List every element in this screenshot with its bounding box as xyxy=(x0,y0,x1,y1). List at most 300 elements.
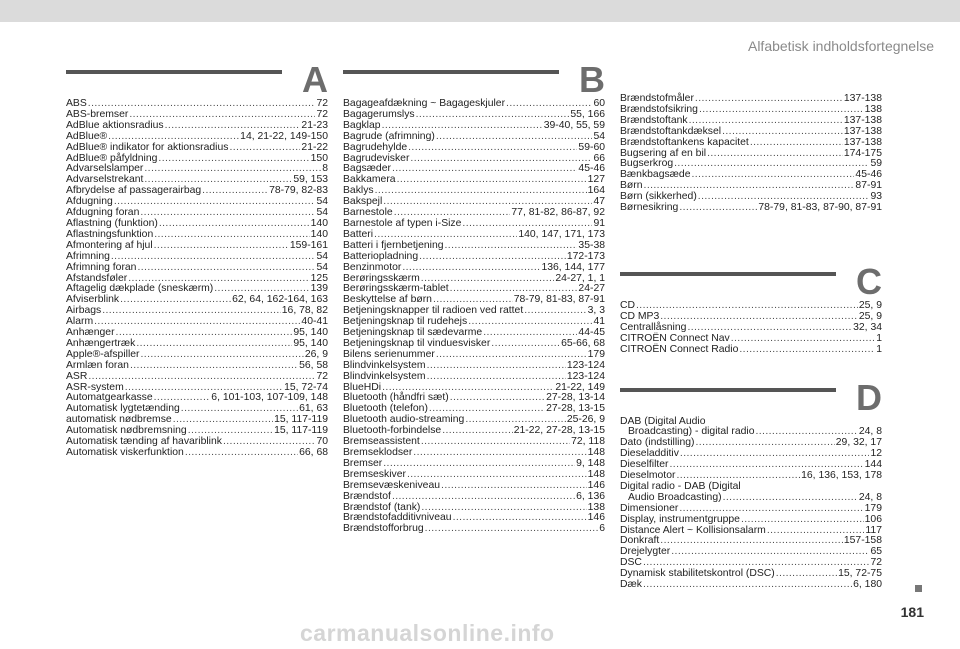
index-entry xyxy=(343,481,605,492)
index-entry-pages: 95, 140 xyxy=(293,327,328,339)
index-entry xyxy=(66,361,328,372)
index-entry xyxy=(343,132,605,143)
index-entry-title: Bremser xyxy=(343,457,383,469)
index-entry-pages: 59, 153 xyxy=(293,174,328,186)
dot-leader xyxy=(137,263,315,274)
dot-leader xyxy=(120,295,231,306)
index-entry-title: ASR xyxy=(66,370,88,382)
index-entry-pages: 65 xyxy=(870,546,882,558)
index-entry xyxy=(620,580,882,591)
dot-leader xyxy=(413,448,586,459)
index-entry-pages: 59-60 xyxy=(578,141,605,153)
index-entry-pages: 21-23 xyxy=(301,119,328,131)
dot-leader xyxy=(136,339,292,350)
index-entry-pages: 6, 180 xyxy=(853,579,882,591)
index-entry-title: Aflastning (funktion) xyxy=(66,217,158,229)
index-list-d xyxy=(620,417,882,592)
index-entry-title: Brændstoftank xyxy=(620,114,688,126)
dot-leader xyxy=(427,361,566,372)
index-entry xyxy=(343,448,605,459)
index-entry xyxy=(620,526,882,537)
index-entry-pages: 6 xyxy=(599,523,605,535)
dot-leader xyxy=(425,524,599,535)
index-entry-title: CITROËN Connect Radio xyxy=(620,343,739,355)
index-entry-pages: 44-45 xyxy=(578,327,605,339)
index-entry-pages: 136, 144, 177 xyxy=(541,261,605,273)
index-entry-pages: 123-124 xyxy=(566,370,605,382)
dot-leader xyxy=(383,459,575,470)
dot-leader xyxy=(397,175,587,186)
index-entry-pages: 140 xyxy=(310,217,328,229)
index-entry-title: Donkraft xyxy=(620,535,660,547)
index-entry-title: Bagsæder xyxy=(343,163,391,175)
index-entry-title: BlueHDi xyxy=(343,381,382,393)
dot-leader xyxy=(419,252,566,263)
section-rule xyxy=(66,70,282,74)
dot-leader xyxy=(699,105,864,116)
dot-leader xyxy=(524,306,586,317)
index-entry-pages: 137-138 xyxy=(843,136,882,148)
index-entry-pages: 125 xyxy=(310,272,328,284)
index-entry-title: Bagrudehylde xyxy=(343,141,408,153)
index-entry-title: Blindvinkelsystem xyxy=(343,359,426,371)
dot-leader xyxy=(159,219,310,230)
index-entry-pages: 54 xyxy=(316,250,328,262)
index-entry xyxy=(620,547,882,558)
index-entry-title: Afdugning xyxy=(66,196,113,208)
index-entry-pages: 65-66, 68 xyxy=(561,337,605,349)
dot-leader xyxy=(185,448,298,459)
index-entry-pages: 24, 8 xyxy=(858,426,882,438)
index-entry-title: Børn xyxy=(620,180,643,192)
index-entry-title: Afrimning xyxy=(66,250,110,262)
watermark-text: carmanualsonline.info xyxy=(300,620,555,646)
dot-leader xyxy=(722,127,843,138)
index-entry-pages: 15, 72-75 xyxy=(838,568,882,580)
dot-leader xyxy=(741,515,864,526)
index-entry-pages: 41 xyxy=(593,316,605,328)
index-entry-pages: 6, 136 xyxy=(576,490,605,502)
index-entry-pages: 6, 101-103, 107-109, 148 xyxy=(211,392,328,404)
index-entry-pages: 9, 148 xyxy=(576,457,605,469)
index-entry-title: Bremseassistent xyxy=(343,436,420,448)
index-entry-title: Bagrude (afrimning) xyxy=(343,130,435,142)
dot-leader xyxy=(173,415,273,426)
dot-leader xyxy=(116,328,293,339)
index-entry-title: Bluetooth (telefon) xyxy=(343,403,428,415)
index-entry-pages: 39-40, 55, 59 xyxy=(543,119,605,131)
index-entry-pages: 45-46 xyxy=(578,163,605,175)
index-entry xyxy=(343,263,605,274)
section-rule xyxy=(343,70,559,74)
index-entry-title: CITROËN Connect Nav xyxy=(620,332,730,344)
index-entry-pages: 62, 64, 162-164, 163 xyxy=(232,294,328,306)
dot-leader xyxy=(102,306,281,317)
dot-leader xyxy=(130,361,298,372)
index-entry-pages: 24-27 xyxy=(578,283,605,295)
index-list-a xyxy=(66,99,328,459)
index-entry-pages: 1 xyxy=(876,343,882,355)
index-entry-title: automatisk nødbremse xyxy=(66,414,172,426)
section-letter-b: B xyxy=(579,59,605,100)
index-entry-title: Barnestole xyxy=(343,207,393,219)
dot-leader xyxy=(441,481,587,492)
dot-leader xyxy=(141,350,304,361)
dot-leader xyxy=(491,339,560,350)
index-entry-title: Bluetooth-forbindelse xyxy=(343,425,442,437)
index-entry xyxy=(66,252,328,263)
index-entry-title: AdBlue aktionsradius xyxy=(66,119,164,131)
index-entry-pages: 59 xyxy=(870,158,882,170)
section-rule xyxy=(620,388,836,392)
index-entry-title: Bagrudevisker xyxy=(343,152,410,164)
index-entry-pages: 56, 58 xyxy=(299,359,328,371)
index-entry-pages: 150 xyxy=(310,152,328,164)
index-entry-pages: 12 xyxy=(870,448,882,460)
index-entry-title: Display, instrumentgruppe xyxy=(620,513,740,525)
dot-leader xyxy=(375,186,587,197)
index-entry-title: ABS xyxy=(66,98,87,109)
index-entry-title: Alarm xyxy=(66,316,94,328)
index-entry-pages: 32, 34 xyxy=(853,321,882,333)
dot-leader xyxy=(436,132,593,143)
index-entry-title: CD xyxy=(620,299,636,311)
index-entry-pages: 54 xyxy=(316,207,328,219)
index-entry xyxy=(620,170,882,181)
index-entry-pages: 27-28, 13-14 xyxy=(546,392,605,404)
index-entry-pages: 72, 118 xyxy=(571,436,605,448)
index-entry-pages: 1 xyxy=(876,332,882,344)
index-entry-title: AdBlue® påfyldning xyxy=(66,152,158,164)
index-entry-title: Berøringsskærm xyxy=(343,272,420,284)
index-entry xyxy=(620,138,882,149)
index-entry-title: Dato (indstilling) xyxy=(620,437,695,449)
index-entry-title: Anhænger xyxy=(66,327,115,339)
index-entry-pages: 15, 117-119 xyxy=(274,425,328,437)
index-entry-pages: 24, 8 xyxy=(858,491,882,503)
index-entry-title: Bænkbagsæde xyxy=(620,169,691,181)
section-b-heading xyxy=(343,59,605,100)
index-entry-title: DSC xyxy=(620,557,642,569)
index-entry-pages: 164 xyxy=(587,185,605,197)
index-entry-pages: 78-79, 81-83, 87-90, 87-91 xyxy=(758,202,882,214)
corner-square-mark xyxy=(915,585,922,592)
index-entry xyxy=(620,127,882,138)
index-entry-pages: 15, 117-119 xyxy=(274,414,328,426)
section-a-heading xyxy=(66,59,328,100)
dot-leader xyxy=(408,143,577,154)
section-c-heading xyxy=(620,260,882,302)
index-entry-pages: 91 xyxy=(593,217,605,229)
index-entry-pages: 54 xyxy=(316,261,328,273)
section-letter-a: A xyxy=(302,59,328,100)
index-entry-pages: 66 xyxy=(593,152,605,164)
index-list-b-continued xyxy=(620,94,882,214)
index-entry-pages: 138 xyxy=(864,103,882,115)
index-entry-pages: 140 xyxy=(310,228,328,240)
index-list-c xyxy=(620,301,882,356)
dot-leader xyxy=(427,372,566,383)
index-entry-title: Brændstofforbrug xyxy=(343,523,424,535)
index-entry-title: Benzinmotor xyxy=(343,261,402,273)
index-entry-title: Bluetooth (håndfri sæt) xyxy=(343,392,449,404)
dot-leader xyxy=(450,393,545,404)
index-list-b xyxy=(343,99,605,535)
index-entry-pages: 8 xyxy=(322,163,328,175)
index-entry xyxy=(66,372,328,383)
index-entry-title: Airbags xyxy=(66,305,102,317)
index-entry-title: Bluetooth audio-streaming xyxy=(343,414,465,426)
index-entry xyxy=(343,492,605,503)
index-entry-title: Centrallåsning xyxy=(620,321,687,333)
index-entry-pages: 21-22 xyxy=(301,141,328,153)
index-entry xyxy=(343,524,605,535)
dot-leader xyxy=(445,241,578,252)
index-entry-title: Automatisk nødbremsning xyxy=(66,425,187,437)
dot-leader xyxy=(154,241,289,252)
dot-leader xyxy=(739,345,875,356)
index-entry-title: Armlæn foran xyxy=(66,359,129,371)
index-entry-pages: 144 xyxy=(864,459,882,471)
dot-leader xyxy=(140,208,315,219)
index-entry-pages: 174-175 xyxy=(843,147,882,159)
index-entry-title: Batteriopladning xyxy=(343,250,419,262)
index-entry-title: Betjeningsknapper til radioen ved rattet xyxy=(343,305,524,317)
dot-leader xyxy=(680,449,870,460)
index-entry-title: Børnesikring xyxy=(620,202,679,214)
index-entry-pages: 72 xyxy=(316,98,328,109)
index-entry-pages: 95, 140 xyxy=(293,337,328,349)
index-entry xyxy=(66,306,328,317)
column-a xyxy=(66,59,328,459)
index-entry-title: Anhængertræk xyxy=(66,337,136,349)
dot-leader xyxy=(442,426,513,437)
dot-leader xyxy=(636,301,858,312)
index-entry-pages: 15, 72-74 xyxy=(284,381,328,393)
index-entry-pages: 25-26, 9 xyxy=(566,414,605,426)
index-entry-pages: 47 xyxy=(593,196,605,208)
index-entry-title: Bilens serienummer xyxy=(343,348,435,360)
index-entry-pages: 72 xyxy=(870,557,882,569)
index-entry-title: Audio Broadcasting) xyxy=(628,491,722,503)
index-entry-title: Bakspejl xyxy=(343,196,383,208)
index-entry-pages: 21-22, 27-28, 13-15 xyxy=(513,425,605,437)
dot-leader xyxy=(776,569,837,580)
dot-leader xyxy=(679,203,757,214)
index-entry-pages: 140, 147, 171, 173 xyxy=(518,228,605,240)
index-entry-title: Blindvinkelsystem xyxy=(343,370,426,382)
dot-leader xyxy=(691,170,854,181)
column-c xyxy=(620,68,882,591)
index-entry-pages: 72 xyxy=(316,370,328,382)
index-entry-pages: 77, 81-82, 86-87, 92 xyxy=(511,207,605,219)
dot-leader xyxy=(750,138,843,149)
index-entry-pages: 159-161 xyxy=(289,239,328,251)
index-entry-pages: 138 xyxy=(587,501,605,513)
index-entry-title: Brændstoftankdæksel xyxy=(620,125,722,137)
index-entry-pages: 16, 136, 153, 178 xyxy=(801,470,882,482)
index-entry xyxy=(620,515,882,526)
index-entry xyxy=(620,345,882,356)
index-entry-title: Bremsevæskeniveau xyxy=(343,479,441,491)
dot-leader xyxy=(453,513,587,524)
index-entry-title: Brændstof (tank) xyxy=(343,501,421,513)
index-entry xyxy=(66,448,328,459)
index-entry-pages: 172-173 xyxy=(566,250,605,262)
index-entry-pages: 123-124 xyxy=(566,359,605,371)
index-entry-title: Bremseklodser xyxy=(343,447,413,458)
dot-leader xyxy=(108,132,239,143)
index-entry-pages: 139 xyxy=(310,283,328,295)
column-b xyxy=(343,59,605,535)
index-entry-pages: 24-27, 1, 1 xyxy=(555,272,605,284)
page-number: 181 xyxy=(900,604,924,620)
index-entry xyxy=(66,263,328,274)
dot-leader xyxy=(660,312,858,323)
index-entry-pages: 54 xyxy=(593,130,605,142)
index-entry-title: Batteri xyxy=(343,228,374,240)
index-entry-title: Afmontering af hjul xyxy=(66,239,153,251)
dot-leader xyxy=(436,350,587,361)
index-entry-title: Dieselfilter xyxy=(620,459,669,471)
index-entry-title: Børn (sikkerhed) xyxy=(620,191,697,203)
index-entry-pages: 137-138 xyxy=(843,125,882,137)
dot-leader xyxy=(202,186,268,197)
section-letter-d: D xyxy=(856,376,882,418)
index-entry-title: Betjeningsknap til rudehejs xyxy=(343,316,468,328)
index-entry-pages: 93 xyxy=(870,191,882,203)
index-entry-title: CD MP3 xyxy=(620,310,660,322)
index-entry-title: Advarselslamper xyxy=(66,163,144,175)
index-entry-title: Baklys xyxy=(343,185,374,197)
index-entry xyxy=(343,175,605,186)
dot-leader xyxy=(671,547,869,558)
dot-leader xyxy=(674,159,869,170)
index-entry-pages: 40-41 xyxy=(301,316,328,328)
index-entry-pages: 16, 78, 82 xyxy=(281,305,328,317)
index-entry-title: Bagagerumslys xyxy=(343,108,415,120)
index-entry-title: Bagklap xyxy=(343,119,381,131)
index-entry-pages: 25, 9 xyxy=(858,310,882,322)
index-entry-pages: 87-91 xyxy=(855,180,882,192)
index-entry-title: Brændstofmåler xyxy=(620,93,694,104)
index-entry-title: Berøringsskærm-tablet xyxy=(343,283,449,295)
dot-leader xyxy=(468,317,592,328)
index-entry-pages: 106 xyxy=(864,513,882,525)
index-entry-title: Afrimning foran xyxy=(66,261,137,273)
dot-leader xyxy=(94,317,300,328)
index-entry-pages: 21-22, 149 xyxy=(555,381,605,393)
index-entry xyxy=(66,132,328,143)
index-entry xyxy=(343,372,605,383)
index-entry-title: Dæk xyxy=(620,579,642,591)
index-entry-pages: 179 xyxy=(587,348,605,360)
index-entry-pages: 27-28, 13-15 xyxy=(546,403,605,415)
index-entry-pages: 78-79, 82-83 xyxy=(269,185,328,197)
index-entry xyxy=(620,301,882,312)
index-entry-pages: 29, 32, 17 xyxy=(835,437,882,449)
dot-leader xyxy=(392,492,575,503)
index-entry-title: ASR-system xyxy=(66,381,124,393)
page-header-title: Alfabetisk indholdsfortegnelse xyxy=(747,38,934,54)
index-entry-title: Bugsering af en bil xyxy=(620,147,707,159)
index-entry-pages: 157-158 xyxy=(843,535,882,547)
section-letter-c: C xyxy=(856,260,882,302)
index-entry-title: Bagageafdækning ~ Bagageskjuler xyxy=(343,98,506,109)
index-entry-pages: 60 xyxy=(593,98,605,109)
dot-leader xyxy=(421,437,570,448)
index-entry-pages: 148 xyxy=(587,468,605,480)
dot-leader xyxy=(402,263,540,274)
index-entry-pages: 45-46 xyxy=(855,169,882,181)
dot-leader xyxy=(695,94,843,105)
index-entry-pages: 148 xyxy=(587,447,605,458)
index-entry-pages: 127 xyxy=(587,174,605,186)
dot-leader xyxy=(154,230,309,241)
dot-leader xyxy=(114,197,316,208)
index-entry-pages: 179 xyxy=(864,502,882,514)
index-entry-pages: 137-138 xyxy=(843,114,882,126)
index-entry-pages: 66, 68 xyxy=(299,447,328,458)
index-entry-title: Betjeningsknap til vinduesvisker xyxy=(343,337,491,349)
index-entry xyxy=(343,143,605,154)
index-entry-pages: 146 xyxy=(587,479,605,491)
section-rule xyxy=(620,272,836,276)
index-entry-title: Barnestole af typen i-Size xyxy=(343,217,462,229)
index-entry-title: Afbrydelse af passagerairbag xyxy=(66,185,202,197)
dot-leader xyxy=(723,493,858,504)
index-entry-title: Digital radio - DAB (Digital xyxy=(620,480,741,492)
dot-leader xyxy=(111,252,316,263)
index-entry-pages: 26, 9 xyxy=(304,348,328,360)
index-entry xyxy=(343,186,605,197)
index-entry-title: Beskyttelse af børn xyxy=(343,294,432,306)
dot-leader xyxy=(88,372,315,383)
index-entry-title: Drejelygter xyxy=(620,546,671,558)
index-entry-title: Betjeningsknap til sædevarme xyxy=(343,327,483,339)
index-entry-title: Apple®-afspiller xyxy=(66,348,140,360)
index-entry-title: Bugserkrog xyxy=(620,158,674,170)
index-entry xyxy=(343,252,605,263)
index-entry-title: Afstandsføler xyxy=(66,272,128,284)
index-entry-title: Automatisk viskerfunktion xyxy=(66,447,184,458)
dot-leader xyxy=(392,164,577,175)
index-entry-title: AdBlue® indikator for aktionsradius xyxy=(66,141,229,153)
index-entry-title: Batteri i fjernbetjening xyxy=(343,239,444,251)
index-entry-title: Brændstof xyxy=(343,490,391,502)
index-entry-title: Distance Alert ~ Kollisionsalarm xyxy=(620,524,766,536)
dot-leader xyxy=(707,149,843,160)
index-entry xyxy=(620,569,882,580)
index-entry-title: Brændstofsikring xyxy=(620,103,698,115)
dot-leader xyxy=(410,154,592,165)
index-entry-pages: 146 xyxy=(587,512,605,524)
index-entry-pages: 61, 63 xyxy=(299,403,328,415)
index-entry-title: Automatisk lygtetænding xyxy=(66,403,180,415)
index-entry-title: Dynamisk stabilitetskontrol (DSC) xyxy=(620,568,775,580)
index-entry-title: Afdugning foran xyxy=(66,207,140,219)
dot-leader xyxy=(731,334,876,345)
index-entry-pages: 14, 21-22, 149-150 xyxy=(240,130,328,142)
index-entry-pages: 25, 9 xyxy=(858,299,882,311)
index-entry-title: Afviserblink xyxy=(66,294,120,306)
index-entry-title: Broadcasting) - digital radio xyxy=(628,426,755,438)
dot-leader xyxy=(643,580,852,591)
index-entry-title: Automatgearkasse xyxy=(66,392,153,404)
dot-leader xyxy=(660,536,843,547)
index-entry-pages: 35-38 xyxy=(578,239,605,251)
index-entry-pages: 137-138 xyxy=(843,93,882,104)
